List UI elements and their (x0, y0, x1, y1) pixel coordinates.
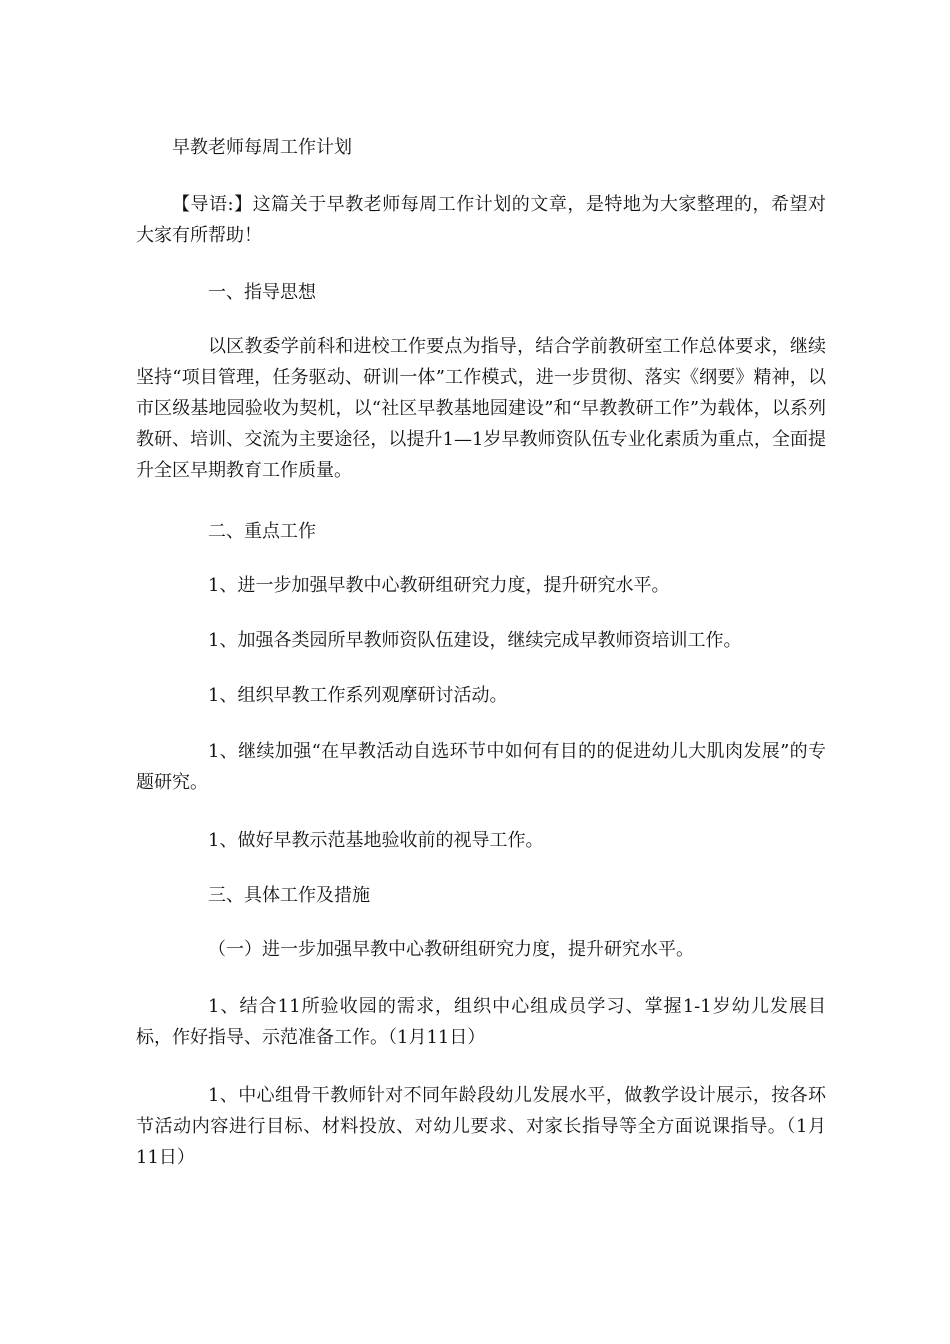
section-subheading: （一）进一步加强早教中心教研组研究力度，提升研究水平。 (208, 939, 694, 960)
section-paragraph-1: 以区教委学前科和进校工作要点为指导，结合学前教研室工作总体要求，继续坚持“项目管理，任务驱动、研训一体”工作模式，进一步贯彻、落实《纲要》精神，以市区级基地园验收为契机，以“社区早教基地园建设”和“早教教研工作”为载体，以系列教研、培训、交流为主要途径，以提升1—1岁早教师资队伍专业化素质为重点，全面提升全区早期教育工作质量。 (136, 336, 826, 481)
list-item: 1、加强各类园所早教师资队伍建设，继续完成早教师资培训工作。 (208, 630, 742, 651)
intro-paragraph: 【导语:】这篇关于早教老师每周工作计划的文章，是特地为大家整理的，希望对大家有所帮助！ (136, 194, 826, 246)
section-heading-2: 二、重点工作 (208, 521, 316, 542)
document-title: 早教老师每周工作计划 (172, 137, 352, 158)
list-item: 1、结合11所验收园的需求，组织中心组成员学习、掌握1-1岁幼儿发展目标，作好指导、示范准备工作。（1月11日） (136, 996, 826, 1048)
list-item: 1、中心组骨干教师针对不同年龄段幼儿发展水平，做教学设计展示，按各环节活动内容进行目标、材料投放、对幼儿要求、对家长指导等全方面说课指导。（1月11日） (136, 1085, 826, 1168)
section-heading-1: 一、指导思想 (208, 282, 316, 303)
list-item: 1、做好早教示范基地验收前的视导工作。 (208, 830, 544, 851)
list-item: 1、继续加强“在早教活动自选环节中如何有目的的促进幼儿大肌肉发展”的专题研究。 (136, 741, 826, 793)
list-item: 1、进一步加强早教中心教研组研究力度，提升研究水平。 (208, 575, 670, 596)
list-item: 1、组织早教工作系列观摩研讨活动。 (208, 685, 508, 706)
section-heading-3: 三、具体工作及措施 (208, 885, 370, 906)
